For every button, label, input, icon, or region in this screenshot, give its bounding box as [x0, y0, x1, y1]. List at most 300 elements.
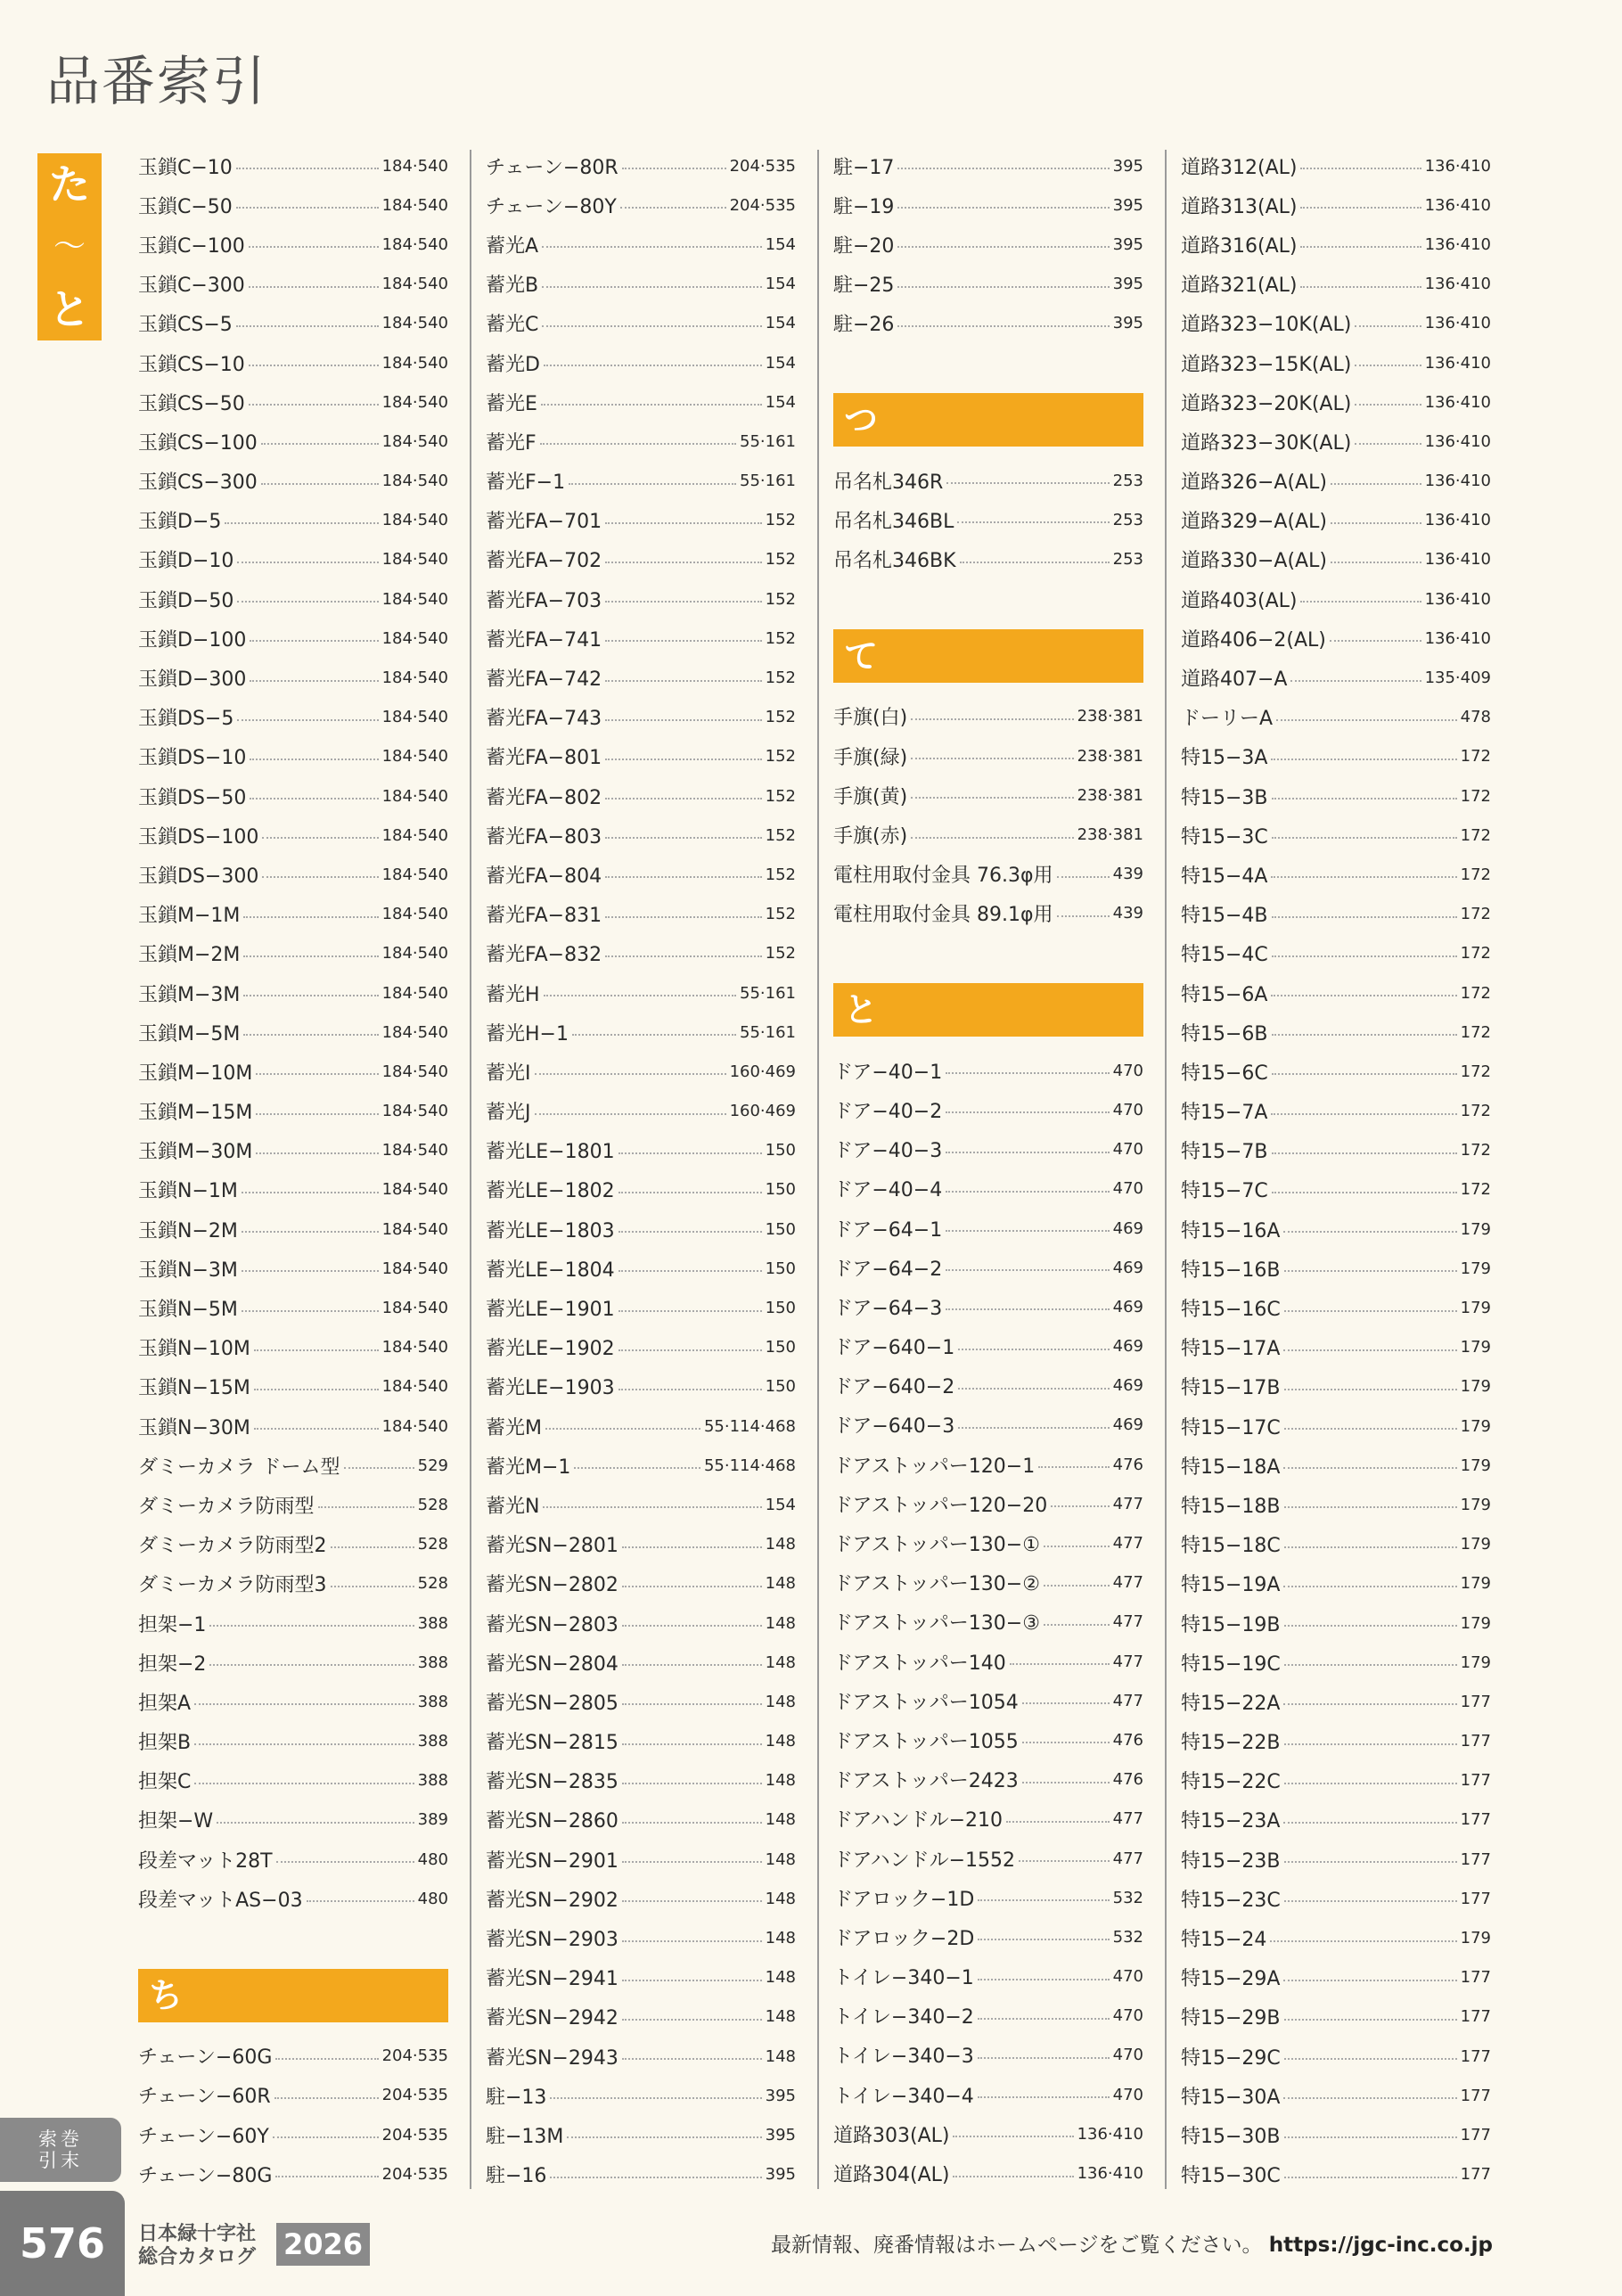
- dot-leader: [236, 325, 379, 327]
- page-reference: 179: [1460, 1495, 1491, 1514]
- product-code: 特15−18B: [1181, 1495, 1281, 1518]
- product-code: 蓄光FA−743: [486, 708, 602, 731]
- index-entry: [138, 343, 448, 382]
- page-reference: 136·410: [1424, 472, 1491, 491]
- product-code: 特15−4A: [1181, 865, 1268, 888]
- index-entry: [138, 1131, 448, 1170]
- page-reference: 150: [765, 1259, 796, 1278]
- page-reference: 532: [1112, 1888, 1143, 1907]
- index-entry: [486, 816, 796, 855]
- page-reference: 148: [765, 1732, 796, 1751]
- index-entry: [833, 1997, 1143, 2036]
- dot-leader: [569, 483, 736, 485]
- page-reference: 172: [1460, 1022, 1491, 1042]
- dot-leader: [897, 325, 1109, 327]
- product-code: 特15−19C: [1181, 1652, 1281, 1676]
- dot-leader: [911, 758, 1073, 759]
- page-reference: 177: [1460, 1732, 1491, 1751]
- dot-leader: [1330, 640, 1421, 642]
- index-entry: [1181, 265, 1491, 304]
- dot-leader: [960, 562, 1110, 563]
- page-reference: 204·535: [381, 2046, 448, 2066]
- product-code: 玉鎖D−100: [138, 628, 247, 652]
- index-entry: [833, 2153, 1143, 2193]
- page-reference: 172: [1460, 944, 1491, 964]
- page-reference: 469: [1112, 1218, 1143, 1238]
- index-column-4: [1181, 146, 1491, 2194]
- index-entry: [1181, 1682, 1491, 1721]
- index-entry: [486, 1406, 796, 1446]
- page-reference: 154: [765, 234, 796, 254]
- product-code: ドアロック−2D: [833, 1927, 975, 1950]
- index-entry: [486, 1643, 796, 1682]
- product-code: 蓄光FA−741: [486, 628, 602, 652]
- product-code: 特15−23C: [1181, 1889, 1281, 1912]
- page-reference: 184·540: [381, 1102, 448, 1121]
- product-code: 玉鎖M−10M: [138, 1062, 253, 1085]
- index-entry: [1181, 422, 1491, 461]
- index-entry: [833, 697, 1143, 736]
- index-entry: [833, 540, 1143, 579]
- index-entry: [138, 1406, 448, 1446]
- dot-leader: [1284, 1310, 1457, 1312]
- dot-leader: [550, 2177, 761, 2178]
- page-reference: 395: [1112, 156, 1143, 176]
- dot-leader: [344, 1467, 414, 1469]
- index-entry: [1181, 698, 1491, 737]
- dot-leader: [1284, 1900, 1457, 1902]
- page-reference: 238·381: [1077, 746, 1143, 766]
- page-reference: 184·540: [381, 1022, 448, 1042]
- index-entry: [138, 1840, 448, 1879]
- dot-leader: [550, 2097, 761, 2099]
- page-reference: 136·410: [1077, 2164, 1143, 2184]
- dot-leader: [618, 1152, 762, 1154]
- product-code: 道路316(AL): [1181, 234, 1298, 258]
- index-entry: [833, 1248, 1143, 1287]
- index-entry: [138, 619, 448, 658]
- product-code: トイレ−340−2: [833, 2006, 974, 2030]
- index-entry: [138, 1761, 448, 1800]
- product-code: 特15−19B: [1181, 1613, 1281, 1636]
- product-code: チェーン−80G: [138, 2164, 273, 2187]
- dot-leader: [1284, 1506, 1457, 1508]
- dot-leader: [978, 1899, 1109, 1901]
- product-code: 蓄光FA−801: [486, 747, 602, 770]
- dot-leader: [237, 562, 378, 563]
- index-entry: [833, 736, 1143, 775]
- index-entry: [486, 1210, 796, 1249]
- product-code: 玉鎖N−2M: [138, 1219, 238, 1242]
- page-reference: 238·381: [1077, 707, 1143, 726]
- dot-leader: [1044, 1546, 1110, 1547]
- product-code: 特15−6C: [1181, 1062, 1268, 1085]
- dot-leader: [1044, 1585, 1110, 1587]
- product-code: ドアロック−1D: [833, 1888, 975, 1911]
- page-reference: 476: [1112, 1770, 1143, 1790]
- index-entry: [1181, 225, 1491, 264]
- range-separator: 〜: [53, 228, 86, 265]
- dot-leader: [242, 1192, 379, 1193]
- dot-leader: [331, 1586, 414, 1587]
- page-reference: 470: [1112, 2046, 1143, 2065]
- dot-leader: [1283, 1980, 1456, 1981]
- index-entry: [486, 1092, 796, 1131]
- index-entry: [138, 1328, 448, 1367]
- page-reference: 470: [1112, 1061, 1143, 1080]
- dot-leader: [1355, 404, 1421, 406]
- product-code: 特15−16A: [1181, 1219, 1281, 1242]
- dot-leader: [249, 404, 379, 406]
- page-reference: 388: [417, 1613, 448, 1633]
- index-entry: [1181, 501, 1491, 540]
- spacer: [138, 1918, 448, 1957]
- product-code: 道路321(AL): [1181, 275, 1298, 298]
- index-entry: [1181, 1958, 1491, 1997]
- product-code: 道路407−A: [1181, 668, 1288, 692]
- product-code: 玉鎖D−300: [138, 668, 247, 692]
- section-tab-index[interactable]: [0, 2118, 121, 2182]
- dot-leader: [1272, 1073, 1457, 1075]
- product-code: 駐−13M: [486, 2125, 564, 2148]
- page-reference: 204·535: [381, 2086, 448, 2105]
- product-code: 玉鎖DS−5: [138, 708, 234, 731]
- page-reference: 136·410: [1424, 195, 1491, 215]
- page-reference: 179: [1460, 1377, 1491, 1397]
- page-reference: 238·381: [1077, 785, 1143, 805]
- dot-leader: [618, 1349, 762, 1351]
- index-entry: [833, 1130, 1143, 1169]
- index-entry: [138, 1052, 448, 1091]
- index-entry: [486, 422, 796, 461]
- dot-leader: [622, 1900, 762, 1902]
- dot-leader: [978, 2018, 1110, 2020]
- product-code: ドアハンドル−1552: [833, 1849, 1016, 1872]
- catalog-year: 2026: [276, 2223, 370, 2266]
- index-entry: [138, 422, 448, 461]
- index-entry: [486, 658, 796, 697]
- index-entry: [1181, 1800, 1491, 1840]
- index-entry: [833, 1090, 1143, 1129]
- footer-url-link[interactable]: https://jgc-inc.co.jp: [1268, 2234, 1493, 2257]
- index-entry: [138, 2115, 448, 2154]
- dot-leader: [1019, 1860, 1110, 1862]
- index-entry: [486, 185, 796, 225]
- dot-leader: [1272, 1152, 1457, 1154]
- product-code: 玉鎖C−300: [138, 275, 245, 298]
- dot-leader: [958, 1388, 1109, 1390]
- product-code: 蓄光SN−2835: [486, 1771, 618, 1794]
- index-entry: [138, 2154, 448, 2194]
- dot-leader: [225, 522, 378, 524]
- dot-leader: [331, 1546, 414, 1548]
- page-reference: 184·540: [381, 905, 448, 924]
- product-code: 特15−3C: [1181, 825, 1268, 849]
- product-code: 駐−19: [833, 195, 895, 218]
- index-entry: [833, 500, 1143, 539]
- dot-leader: [543, 1506, 761, 1508]
- product-code: 玉鎖M−5M: [138, 1022, 241, 1046]
- index-entry: [138, 2037, 448, 2076]
- product-code: 特15−19A: [1181, 1574, 1281, 1597]
- dot-leader: [605, 522, 762, 524]
- dot-leader: [622, 1940, 762, 1942]
- product-code: ドア−64−3: [833, 1297, 943, 1320]
- product-code: 特15−4B: [1181, 905, 1268, 928]
- page-reference: 148: [765, 1652, 796, 1672]
- index-entry: [138, 1682, 448, 1721]
- index-entry: [1181, 1722, 1491, 1761]
- page-reference: 179: [1460, 1338, 1491, 1357]
- footer-note: [771, 2228, 1493, 2258]
- product-code: ドアストッパー130−②: [833, 1573, 1040, 1596]
- index-entry: [486, 2155, 796, 2194]
- page-reference: 184·540: [381, 511, 448, 530]
- product-code: 玉鎖CS−50: [138, 392, 245, 415]
- dot-leader: [250, 798, 378, 800]
- product-code: 特15−18A: [1181, 1456, 1281, 1479]
- page-reference: 148: [765, 1574, 796, 1594]
- index-entry: [486, 1052, 796, 1091]
- page-reference: 177: [1460, 2086, 1491, 2105]
- index-entry: [1181, 1918, 1491, 1957]
- product-code: 蓄光FA−804: [486, 865, 602, 888]
- page-reference: 480: [417, 1889, 448, 1908]
- index-entry: [486, 343, 796, 382]
- index-entry: [138, 462, 448, 501]
- dot-leader: [1283, 1586, 1456, 1587]
- product-code: ドアストッパー120−20: [833, 1494, 1048, 1517]
- index-entry: [486, 1918, 796, 1957]
- dot-leader: [242, 1270, 379, 1272]
- index-entry: [486, 462, 796, 501]
- dot-leader: [622, 1980, 762, 1981]
- index-entry: [138, 1485, 448, 1524]
- product-code: ドアストッパー120−1: [833, 1455, 1036, 1478]
- index-entry: [486, 1131, 796, 1170]
- page-reference: 135·409: [1424, 668, 1491, 688]
- index-entry: [1181, 1092, 1491, 1131]
- page-reference: 477: [1112, 1573, 1143, 1593]
- index-entry: [486, 934, 796, 973]
- product-code: 駐−16: [486, 2165, 547, 2188]
- product-code: 玉鎖N−15M: [138, 1377, 250, 1400]
- product-code: 蓄光SN−2901: [486, 1849, 618, 1873]
- page-reference: 184·540: [381, 353, 448, 373]
- dot-leader: [243, 916, 378, 918]
- index-entry: [138, 1013, 448, 1052]
- dot-leader: [1283, 1467, 1456, 1469]
- product-code: ダミーカメラ防雨型2: [138, 1535, 327, 1558]
- page-reference: 469: [1112, 1415, 1143, 1435]
- dot-leader: [620, 207, 726, 209]
- index-entry: [486, 304, 796, 343]
- page-reference: 148: [765, 1968, 796, 1988]
- dot-leader: [946, 1269, 1109, 1271]
- product-code: 特15−30B: [1181, 2125, 1281, 2148]
- dot-leader: [605, 876, 762, 878]
- product-code: チェーン−60R: [138, 2086, 271, 2109]
- dot-leader: [1331, 562, 1421, 563]
- dot-leader: [1270, 1940, 1456, 1942]
- product-code: 玉鎖CS−5: [138, 314, 233, 337]
- product-code: 特15−24: [1181, 1929, 1267, 1952]
- dot-leader: [1300, 168, 1421, 169]
- index-entry: [486, 737, 796, 776]
- index-entry: [1181, 1761, 1491, 1800]
- product-code: チェーン−60Y: [138, 2125, 269, 2148]
- index-entry: [1181, 2076, 1491, 2115]
- product-code: 玉鎖DS−300: [138, 865, 259, 888]
- page-reference: 160·469: [729, 1062, 796, 1081]
- product-code: 担架−2: [138, 1652, 207, 1676]
- index-entry: [833, 1800, 1143, 1839]
- product-code: 玉鎖DS−100: [138, 825, 259, 849]
- dot-leader: [897, 168, 1109, 169]
- index-entry: [138, 1367, 448, 1406]
- product-code: ドア−64−2: [833, 1258, 943, 1281]
- page-reference: 150: [765, 1338, 796, 1357]
- product-code: 特15−6B: [1181, 1022, 1268, 1046]
- dot-leader: [541, 404, 762, 406]
- page-reference: 179: [1460, 1929, 1491, 1948]
- page-reference: 470: [1112, 1179, 1143, 1199]
- dot-leader: [605, 601, 762, 603]
- page-reference: 184·540: [381, 1219, 448, 1239]
- index-entry: [1181, 1249, 1491, 1288]
- product-code: 蓄光LE−1802: [486, 1180, 615, 1203]
- page-reference: 172: [1460, 786, 1491, 806]
- product-code: 特15−30A: [1181, 2086, 1281, 2109]
- page-reference: 184·540: [381, 983, 448, 1003]
- index-entry: [833, 2114, 1143, 2153]
- page-reference: 136·410: [1424, 511, 1491, 530]
- product-code: 蓄光FA−802: [486, 786, 602, 809]
- product-code: 蓄光FA−701: [486, 511, 602, 534]
- dot-leader: [1022, 1782, 1110, 1784]
- index-entry: [486, 1564, 796, 1603]
- page-reference: 179: [1460, 1219, 1491, 1239]
- product-code: 玉鎖C−10: [138, 156, 233, 179]
- dot-leader: [1300, 601, 1421, 603]
- dot-leader: [622, 1861, 762, 1863]
- product-code: 特15−7B: [1181, 1141, 1268, 1164]
- dot-leader: [946, 1308, 1109, 1310]
- product-code: 駐−25: [833, 275, 895, 298]
- dot-leader: [1271, 995, 1456, 996]
- page-reference: 184·540: [381, 1416, 448, 1436]
- page-reference: 528: [417, 1574, 448, 1594]
- product-code: 蓄光FA−742: [486, 668, 602, 692]
- dot-leader: [250, 640, 378, 642]
- product-code: 蓄光H: [486, 983, 540, 1006]
- dot-leader: [911, 718, 1073, 720]
- product-code: ドア−40−4: [833, 1179, 943, 1202]
- spacer: [833, 933, 1143, 972]
- index-entry: [1181, 1603, 1491, 1643]
- dot-leader: [946, 1230, 1109, 1232]
- product-code: 道路323−15K(AL): [1181, 353, 1352, 376]
- index-entry: [486, 225, 796, 264]
- dot-leader: [1300, 246, 1421, 248]
- product-code: 段差マットAS−03: [138, 1889, 303, 1912]
- product-code: 手旗(赤): [833, 825, 908, 849]
- index-entry: [833, 1209, 1143, 1248]
- index-entry: [486, 895, 796, 934]
- dot-leader: [958, 1427, 1109, 1429]
- page-reference: 477: [1112, 1849, 1143, 1868]
- index-entry: [833, 1839, 1143, 1878]
- dot-leader: [1272, 916, 1457, 918]
- page-reference: 395: [1112, 275, 1143, 294]
- dot-leader: [622, 1625, 762, 1627]
- product-code: ドアストッパー130−①: [833, 1534, 1040, 1557]
- page-reference: 477: [1112, 1494, 1143, 1513]
- dot-leader: [618, 1192, 762, 1193]
- index-entry: [833, 1051, 1143, 1090]
- dot-leader: [249, 365, 379, 366]
- column-divider: [1165, 150, 1167, 2189]
- page-reference: 136·410: [1424, 156, 1491, 176]
- index-entry: [486, 1170, 796, 1210]
- index-entry: [486, 1800, 796, 1840]
- dot-leader: [1271, 876, 1456, 878]
- side-tab-line-1: 索巻: [38, 2128, 83, 2150]
- page-reference: 477: [1112, 1534, 1143, 1554]
- index-entry: [138, 658, 448, 697]
- page-reference: 477: [1112, 1612, 1143, 1632]
- page-reference: 152: [765, 865, 796, 884]
- index-entry: [833, 1287, 1143, 1326]
- dot-leader: [622, 1783, 762, 1784]
- index-entry: [486, 776, 796, 816]
- dot-leader: [946, 482, 1109, 484]
- index-entry: [486, 501, 796, 540]
- dot-leader: [978, 1939, 1109, 1940]
- page-reference: 238·381: [1077, 825, 1143, 845]
- product-code: 駐−20: [833, 234, 895, 258]
- index-entry: [138, 1210, 448, 1249]
- product-code: 道路313(AL): [1181, 195, 1298, 218]
- dot-leader: [605, 758, 762, 760]
- index-entry: [486, 1328, 796, 1367]
- index-entry: [833, 1720, 1143, 1759]
- index-entry: [833, 265, 1143, 304]
- product-code: 電柱用取付金具 76.3φ用: [833, 865, 1053, 888]
- product-code: 玉鎖D−5: [138, 511, 222, 534]
- page-reference: 177: [1460, 2007, 1491, 2027]
- dot-leader: [274, 2097, 379, 2099]
- dot-leader: [605, 955, 762, 957]
- dot-leader: [542, 246, 762, 248]
- product-code: 電柱用取付金具 89.1φ用: [833, 904, 1053, 927]
- product-code: 特15−29A: [1181, 1968, 1281, 1991]
- page-reference: 136·410: [1424, 392, 1491, 412]
- dot-leader: [254, 1349, 379, 1351]
- product-code: 担架B: [138, 1732, 192, 1755]
- index-entry: [833, 1642, 1143, 1681]
- index-entry: [833, 775, 1143, 815]
- product-code: 特15−17C: [1181, 1416, 1281, 1439]
- product-code: 蓄光FA−703: [486, 589, 602, 612]
- index-entry: [138, 1446, 448, 1485]
- index-entry: [138, 816, 448, 855]
- index-entry: [833, 304, 1143, 343]
- dot-leader: [1284, 1428, 1457, 1430]
- product-code: 蓄光C: [486, 314, 539, 337]
- page-reference: 172: [1460, 865, 1491, 884]
- page-reference: 179: [1460, 1652, 1491, 1672]
